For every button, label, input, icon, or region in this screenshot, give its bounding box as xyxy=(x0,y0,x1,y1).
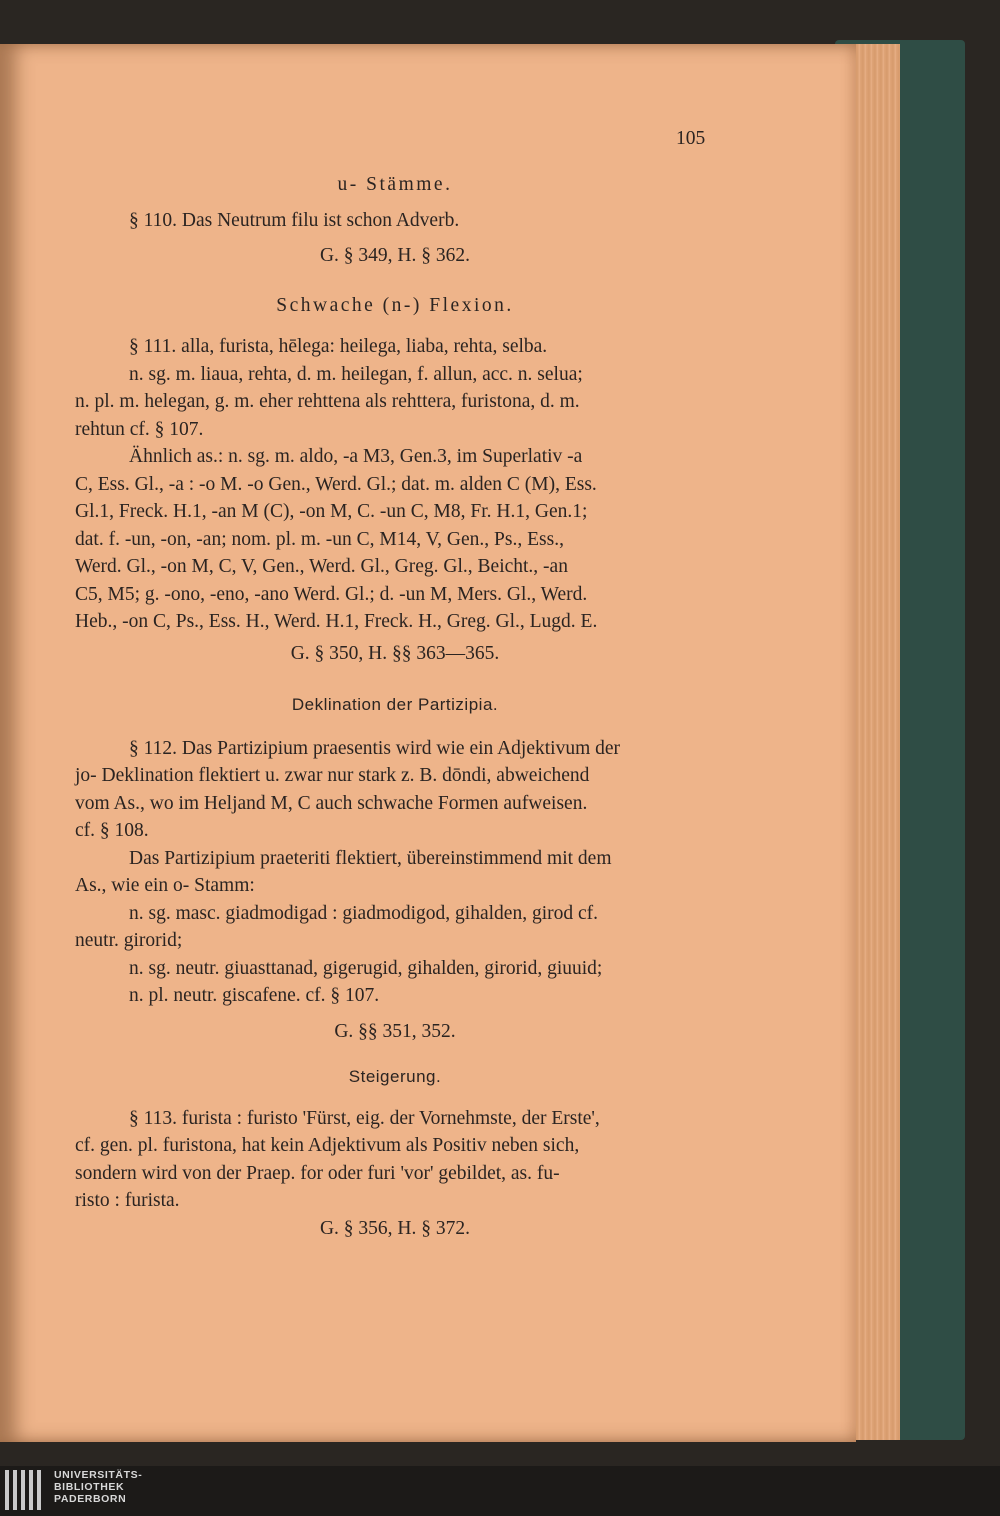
paragraph-113 xyxy=(75,1105,715,1215)
text-line: n. sg. m. liaua, rehta, d. m. heilegan, f. allun, acc. n. selua; xyxy=(129,363,583,385)
heading-deklination-partizipia: Deklination der Partizipia. xyxy=(291,695,499,714)
text-line: C, Ess. Gl., -a : -o M. -o Gen., Werd. Gl.; dat. m. alden C (M), Ess. xyxy=(75,473,597,495)
heading-steigerung: Steigerung. xyxy=(348,1067,442,1086)
text-line: dat. f. -un, -on, -an; nom. pl. m. -un C, M14, V, Gen., Ps., Ess., xyxy=(75,528,564,550)
text-line: Heb., -on C, Ps., Ess. H., Werd. H.1, Freck. H., Greg. Gl., Lugd. E. xyxy=(75,611,598,632)
text-line: risto : furista. xyxy=(75,1190,180,1211)
text-line: Werd. Gl., -on M, C, V, Gen., Werd. Gl., Greg. Gl., Beicht., -an xyxy=(75,556,568,577)
text-line: Ähnlich as.: n. sg. m. aldo, -a M3, Gen.3, im Superlativ -a xyxy=(129,446,583,467)
library-logo-icon xyxy=(5,1470,47,1510)
text-line: § 112. Das Partizipium praesentis wird wie ein Adjektivum der xyxy=(129,737,621,759)
text-line: n. pl. m. helegan, g. m. eher rehttena als rehttera, furistona, d. m. xyxy=(75,391,580,412)
text-line: neutr. girorid; xyxy=(75,930,183,951)
heading-u-stamme: u- Stämme. xyxy=(337,174,453,195)
book-page xyxy=(0,44,856,1442)
text-line: n. sg. masc. giadmodigad : giadmodigod, gihalden, girod cf. xyxy=(129,902,598,924)
library-name-line: UNIVERSITÄTS- xyxy=(54,1469,143,1481)
reference-111: G. § 350, H. §§ 363—365. xyxy=(290,642,500,664)
paragraph-110: § 110. Das Neutrum filu ist schon Adverb. xyxy=(129,209,460,231)
library-name-line: PADERBORN xyxy=(54,1493,127,1505)
paragraph-112-pl: n. pl. neutr. giscafene. cf. § 107. xyxy=(129,985,380,1006)
paragraph-112-masc xyxy=(75,900,715,955)
text-line: cf. § 108. xyxy=(75,820,149,841)
text-line: sondern wird von der Praep. for oder furi 'vor' gebildet, as. fu- xyxy=(75,1162,560,1184)
text-line: § 113. furista : furisto 'Fürst, eig. der Vornehmste, der Erste', xyxy=(129,1107,600,1129)
library-footer xyxy=(0,1466,1000,1516)
text-line: Das Partizipium praeteriti flektiert, übereinstimmend mit dem xyxy=(129,847,612,869)
paragraph-112-neutr: n. sg. neutr. giuasttanad, gigerugid, gihalden, girorid, giuuid; xyxy=(129,957,603,979)
text-line: Gl.1, Freck. H.1, -an M (C), -on M, C. -un C, M8, Fr. H.1, Gen.1; xyxy=(75,501,588,522)
reference-113: G. § 356, H. § 372. xyxy=(319,1217,471,1239)
reference-112: G. §§ 351, 352. xyxy=(334,1020,456,1042)
paragraph-111-ahnlich xyxy=(75,443,715,636)
page-number: 105 xyxy=(676,128,706,149)
text-line: vom As., wo im Heljand M, C auch schwache Formen aufweisen. xyxy=(75,792,588,814)
text-line: As., wie ein o- Stamm: xyxy=(75,875,255,896)
text-line: cf. gen. pl. furistona, hat kein Adjektivum als Positiv neben sich, xyxy=(75,1135,580,1156)
paragraph-112 xyxy=(75,735,715,845)
paragraph-111 xyxy=(75,333,715,443)
heading-schwache-flexion: Schwache (n-) Flexion. xyxy=(276,294,514,316)
text-line: § 111. alla, furista, hēlega: heilega, liaba, rehta, selba. xyxy=(129,336,548,357)
paragraph-112-praeteriti xyxy=(75,845,715,900)
reference-110: G. § 349, H. § 362. xyxy=(319,245,471,266)
page-text xyxy=(75,44,715,1242)
text-line: jo- Deklination flektiert u. zwar nur stark z. B. dōndi, abweichend xyxy=(75,765,590,786)
text-line: C5, M5; g. -ono, -eno, -ano Werd. Gl.; d. -un M, Mers. Gl., Werd. xyxy=(75,583,588,605)
text-line: rehtun cf. § 107. xyxy=(75,418,204,440)
library-name xyxy=(54,1469,142,1505)
library-name-line: BIBLIOTHEK xyxy=(54,1481,125,1493)
